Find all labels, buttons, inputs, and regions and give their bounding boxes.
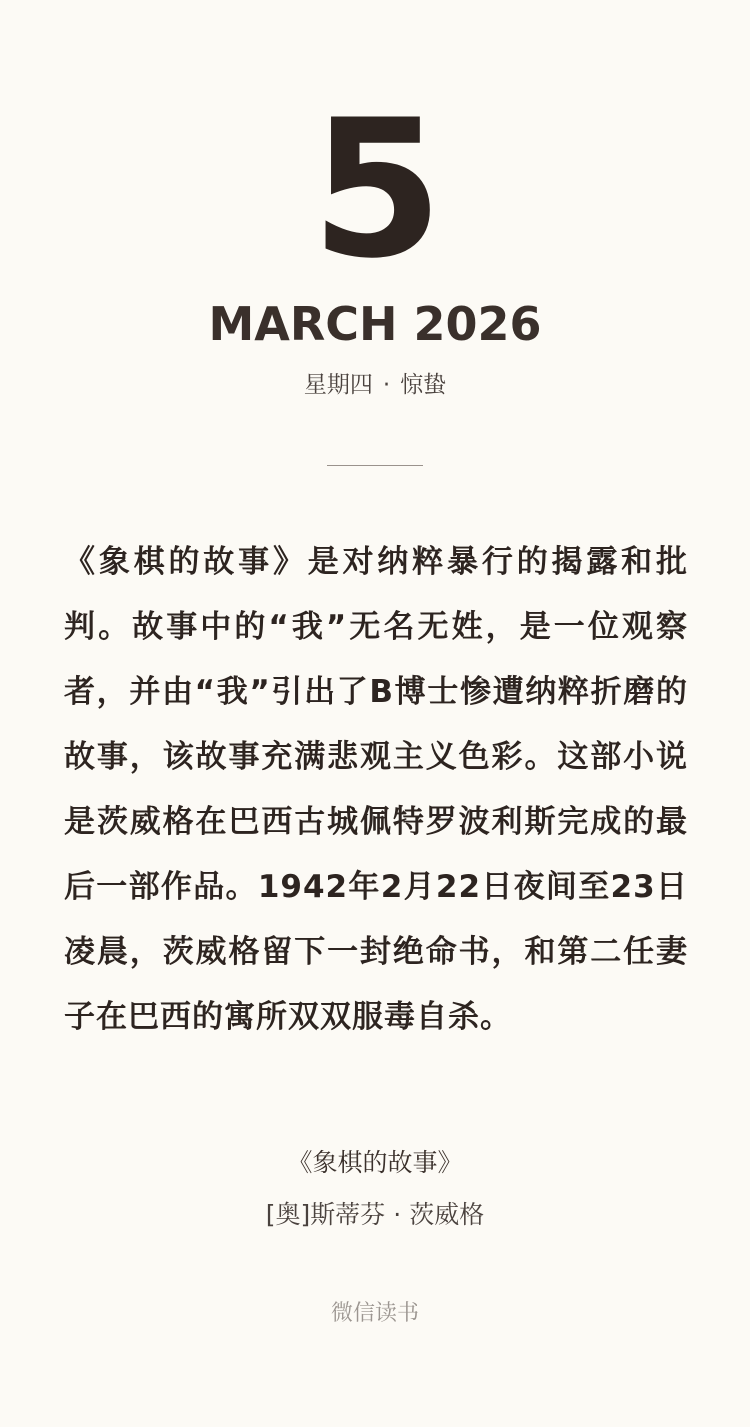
divider-line [327,465,423,466]
weekday-solar-term [0,368,750,402]
separator-dot: · [382,372,391,398]
solar-term: 惊蛰 [400,372,447,398]
author-line [0,1195,750,1235]
day-number: 5 [310,79,440,300]
quote-text: 《象棋的故事》是对纳粹暴行的揭露和批判。故事中的“我”无名无姓，是一位观察者，并由“我”引出了B博士惨遭纳粹折磨的故事，该故事充满悲观主义色彩。这部小说是茨威格在巴西古城佩特罗波利斯完成的最后一部作品。1942年2月22日夜间至23日凌晨，茨威格留下一封绝命书，和第二任妻子在巴西的寓所双双服毒自杀。 [64,544,688,1035]
author-separator: · [393,1200,402,1229]
author-prefix: [奥]斯蒂芬 [265,1200,386,1229]
weekday: 星期四 [303,372,373,398]
author-name: 茨威格 [409,1200,485,1229]
book-title: 《象棋的故事》 [287,1148,463,1177]
app-name: 微信读书 [330,1301,419,1326]
month-year: MARCH 2026 [208,297,542,351]
